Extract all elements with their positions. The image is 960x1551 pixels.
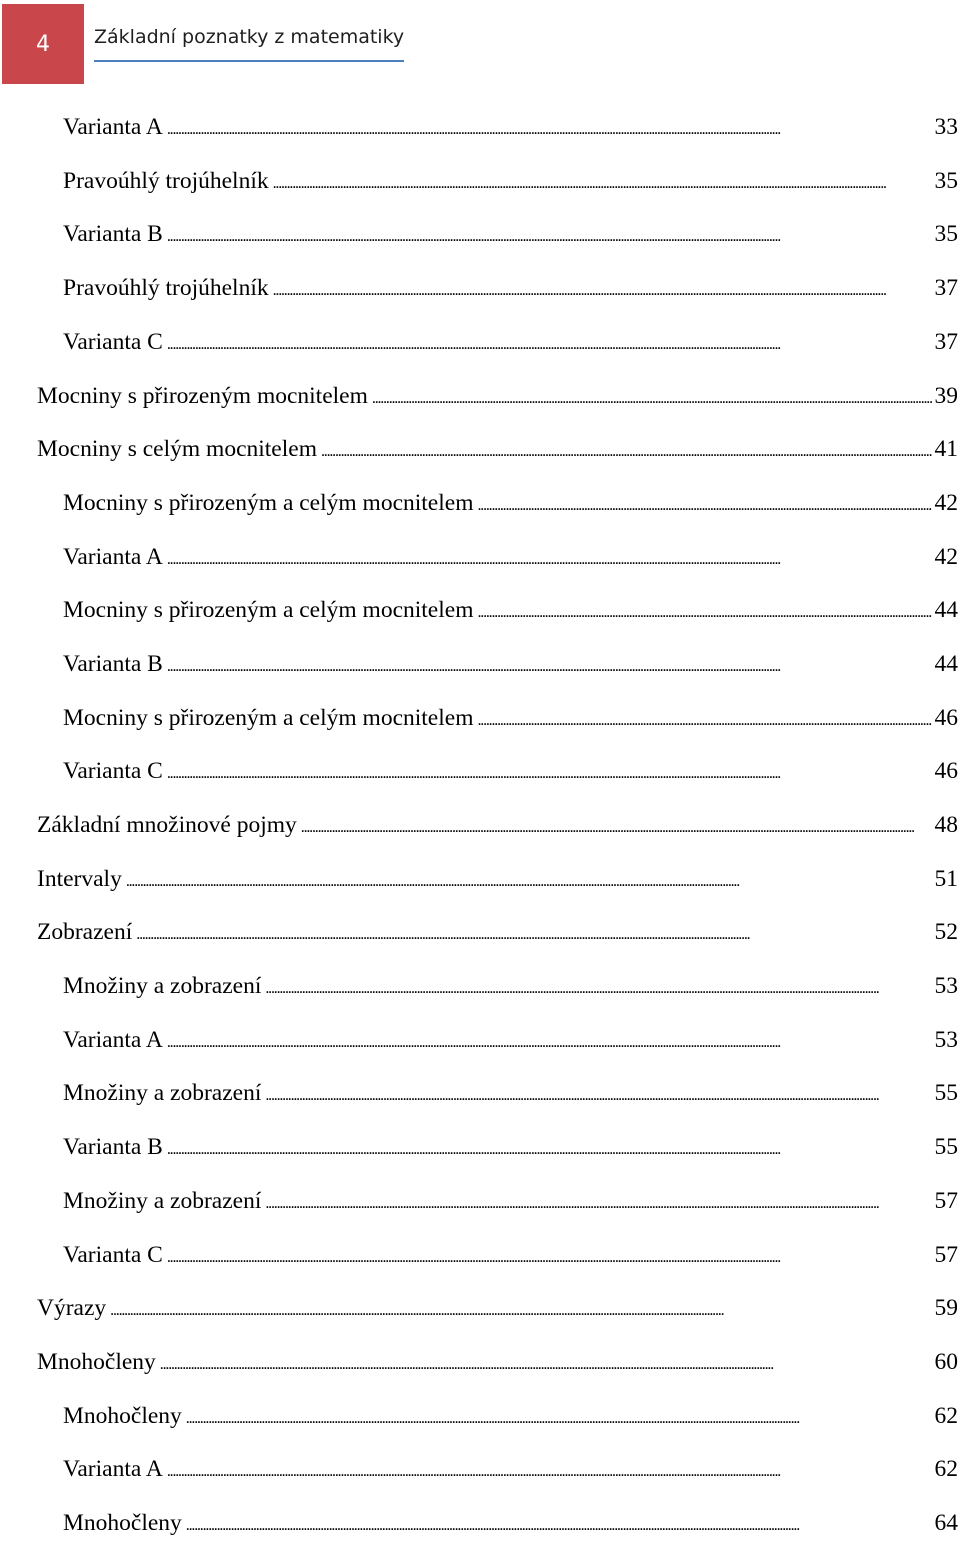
dot-leader	[273, 170, 932, 194]
toc-entry-page: 57	[934, 1187, 958, 1214]
toc-entry-page: 59	[934, 1295, 958, 1322]
toc-entry-title: Pravoúhlý trojúhelník	[63, 167, 269, 194]
toc-entry-title: Množiny a zobrazení	[63, 1080, 262, 1107]
toc-entry-page: 42	[934, 543, 958, 570]
dot-leader	[160, 1351, 932, 1375]
dot-leader	[167, 546, 932, 570]
toc-entry-page: 44	[934, 597, 958, 624]
table-of-contents	[0, 101, 960, 1551]
dot-leader	[186, 1512, 932, 1536]
toc-entry-page: 37	[934, 275, 958, 302]
toc-entry-title: Mocniny s celým mocnitelem	[37, 436, 317, 463]
toc-entry-page: 44	[934, 650, 958, 677]
toc-entry[interactable]	[0, 208, 960, 262]
toc-entry[interactable]	[0, 692, 960, 746]
toc-entry[interactable]	[0, 1336, 960, 1390]
toc-entry-title: Mocniny s přirozeným a celým mocnitelem	[63, 704, 474, 731]
toc-entry[interactable]	[0, 1121, 960, 1175]
toc-entry[interactable]	[0, 906, 960, 960]
toc-entry-title: Mocniny s přirozeným a celým mocnitelem	[63, 489, 474, 516]
toc-entry-page: 42	[934, 489, 958, 516]
dot-leader	[477, 492, 931, 516]
toc-entry[interactable]	[0, 477, 960, 531]
dot-leader	[110, 1297, 931, 1321]
toc-entry-page: 62	[934, 1402, 958, 1429]
toc-entry[interactable]	[0, 1443, 960, 1497]
toc-entry-page: 57	[934, 1241, 958, 1268]
dot-leader	[477, 707, 931, 731]
dot-leader	[265, 975, 931, 999]
toc-entry[interactable]	[0, 584, 960, 638]
toc-entry-page: 41	[934, 436, 958, 463]
dot-leader	[126, 868, 932, 892]
toc-entry-title: Varianta C	[63, 328, 163, 355]
toc-entry-title: Výrazy	[37, 1295, 107, 1322]
toc-entry-page: 60	[934, 1348, 958, 1375]
toc-entry-title: Varianta B	[63, 650, 163, 677]
toc-entry-title: Varianta C	[63, 1241, 163, 1268]
dot-leader	[273, 277, 932, 301]
toc-entry[interactable]	[0, 1497, 960, 1551]
dot-leader	[186, 1405, 932, 1429]
toc-entry-page: 55	[934, 1134, 958, 1161]
toc-entry-title: Mocniny s přirozeným a celým mocnitelem	[63, 597, 474, 624]
dot-leader	[477, 599, 931, 623]
toc-entry[interactable]	[0, 155, 960, 209]
toc-entry-title: Mnohočleny	[63, 1402, 182, 1429]
toc-entry-title: Mocniny s přirozeným mocnitelem	[37, 382, 368, 409]
dot-leader	[167, 653, 932, 677]
running-header-title: Základní poznatky z matematiky	[94, 26, 405, 48]
toc-entry-page: 39	[934, 382, 958, 409]
toc-entry-title: Množiny a zobrazení	[63, 973, 262, 1000]
toc-entry[interactable]	[0, 1014, 960, 1068]
dot-leader	[167, 760, 932, 784]
toc-entry-title: Pravoúhlý trojúhelník	[63, 275, 269, 302]
toc-entry-page: 33	[934, 114, 958, 141]
toc-entry-title: Varianta A	[63, 1026, 163, 1053]
toc-entry-title: Varianta A	[63, 543, 163, 570]
toc-entry[interactable]	[0, 745, 960, 799]
toc-entry[interactable]	[0, 101, 960, 155]
dot-leader	[265, 1082, 931, 1106]
toc-entry-page: 53	[934, 1026, 958, 1053]
toc-entry[interactable]	[0, 1228, 960, 1282]
toc-entry-page: 51	[934, 865, 958, 892]
toc-entry[interactable]	[0, 1390, 960, 1444]
toc-entry-page: 62	[934, 1456, 958, 1483]
toc-entry-page: 48	[934, 812, 958, 839]
dot-leader	[136, 921, 931, 945]
dot-leader	[372, 385, 932, 409]
dot-leader	[167, 1458, 932, 1482]
toc-entry[interactable]	[0, 262, 960, 316]
dot-leader	[167, 1029, 932, 1053]
toc-entry-title: Varianta C	[63, 758, 163, 785]
toc-entry-title: Zobrazení	[37, 919, 133, 946]
toc-entry[interactable]	[0, 369, 960, 423]
toc-entry-title: Varianta B	[63, 221, 163, 248]
page-number-badge	[2, 4, 84, 84]
toc-entry-page: 64	[934, 1509, 958, 1536]
toc-entry[interactable]	[0, 638, 960, 692]
toc-entry[interactable]	[0, 1067, 960, 1121]
toc-entry-page: 46	[934, 704, 958, 731]
toc-entry-page: 46	[934, 758, 958, 785]
toc-entry-title: Varianta B	[63, 1134, 163, 1161]
toc-entry-title: Základní množinové pojmy	[37, 812, 297, 839]
toc-entry[interactable]	[0, 853, 960, 907]
toc-entry[interactable]	[0, 423, 960, 477]
toc-entry-page: 35	[934, 221, 958, 248]
toc-entry[interactable]	[0, 1282, 960, 1336]
toc-entry-title: Varianta A	[63, 1456, 163, 1483]
dot-leader	[321, 438, 932, 462]
toc-entry-title: Varianta A	[63, 114, 163, 141]
toc-entry-title: Mnohočleny	[63, 1509, 182, 1536]
header-underline	[94, 60, 404, 62]
dot-leader	[167, 116, 932, 140]
toc-entry-title: Intervaly	[37, 865, 122, 892]
toc-entry-page: 37	[934, 328, 958, 355]
dot-leader	[265, 1190, 931, 1214]
toc-entry-title: Mnohočleny	[37, 1348, 156, 1375]
dot-leader	[167, 1136, 932, 1160]
toc-entry-title: Množiny a zobrazení	[63, 1187, 262, 1214]
toc-entry[interactable]	[0, 1175, 960, 1229]
toc-entry-page: 55	[934, 1080, 958, 1107]
toc-entry-page: 35	[934, 167, 958, 194]
toc-entry[interactable]	[0, 531, 960, 585]
dot-leader	[301, 814, 932, 838]
toc-entry[interactable]	[0, 960, 960, 1014]
toc-entry-page: 53	[934, 973, 958, 1000]
dot-leader	[167, 331, 932, 355]
page-number: 4	[36, 31, 50, 57]
toc-entry-page: 52	[934, 919, 958, 946]
dot-leader	[167, 1244, 932, 1268]
dot-leader	[167, 223, 932, 247]
toc-entry[interactable]	[0, 316, 960, 370]
toc-entry[interactable]	[0, 799, 960, 853]
